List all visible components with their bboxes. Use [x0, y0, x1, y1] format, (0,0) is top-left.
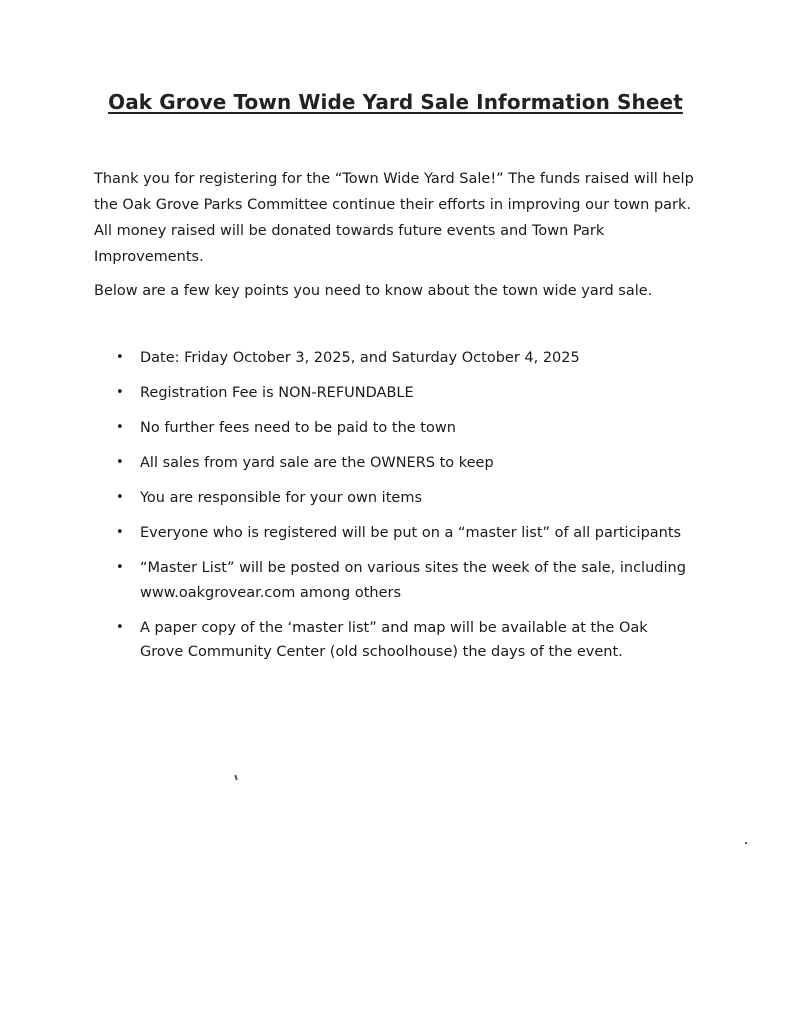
- list-item: [116, 486, 686, 511]
- list-item: [116, 616, 686, 665]
- bullet-icon: •: [116, 455, 124, 470]
- intro-paragraph: Thank you for registering for the “Town Wide Yard Sale!” The funds raised will help the Oak Grove Parks Committee continue their efforts in improving our town park. All money raised will be donated towards future events and Town Park Improvements.: [94, 171, 694, 265]
- bullet-icon: •: [116, 525, 124, 540]
- key-points-list: [116, 346, 686, 675]
- document-title: Oak Grove Town Wide Yard Sale Information Sheet: [108, 90, 683, 114]
- list-item-text: You are responsible for your own items: [140, 490, 422, 506]
- list-item-text: Registration Fee is NON-REFUNDABLE: [140, 385, 414, 401]
- scan-speck: [234, 775, 238, 780]
- bullet-icon: •: [116, 490, 124, 505]
- list-item: [116, 556, 686, 605]
- list-item-text: All sales from yard sale are the OWNERS to keep: [140, 455, 494, 471]
- list-item: [116, 381, 686, 406]
- list-item: [116, 346, 686, 371]
- list-item-text: No further fees need to be paid to the town: [140, 420, 456, 436]
- key-points-intro: Below are a few key points you need to know about the town wide yard sale.: [94, 283, 653, 299]
- list-item: [116, 416, 686, 441]
- bullet-icon: •: [116, 420, 124, 435]
- scan-speck: [745, 842, 747, 844]
- list-item: [116, 451, 686, 476]
- bullet-icon: •: [116, 385, 124, 400]
- list-item-text: A paper copy of the ‘master list” and map will be available at the Oak Grove Community Center (old schoolhouse) the days of the event.: [140, 619, 648, 660]
- list-item-text: Everyone who is registered will be put on a “master list” of all participants: [140, 525, 682, 541]
- bullet-icon: •: [116, 560, 124, 575]
- bullet-icon: •: [116, 619, 124, 635]
- list-item-text: Date: Friday October 3, 2025, and Saturday October 4, 2025: [140, 350, 580, 366]
- list-item-text: “Master List” will be posted on various sites the week of the sale, including www.oakgrovear.com among others: [140, 560, 686, 601]
- bullet-icon: •: [116, 350, 124, 365]
- list-item: [116, 521, 686, 546]
